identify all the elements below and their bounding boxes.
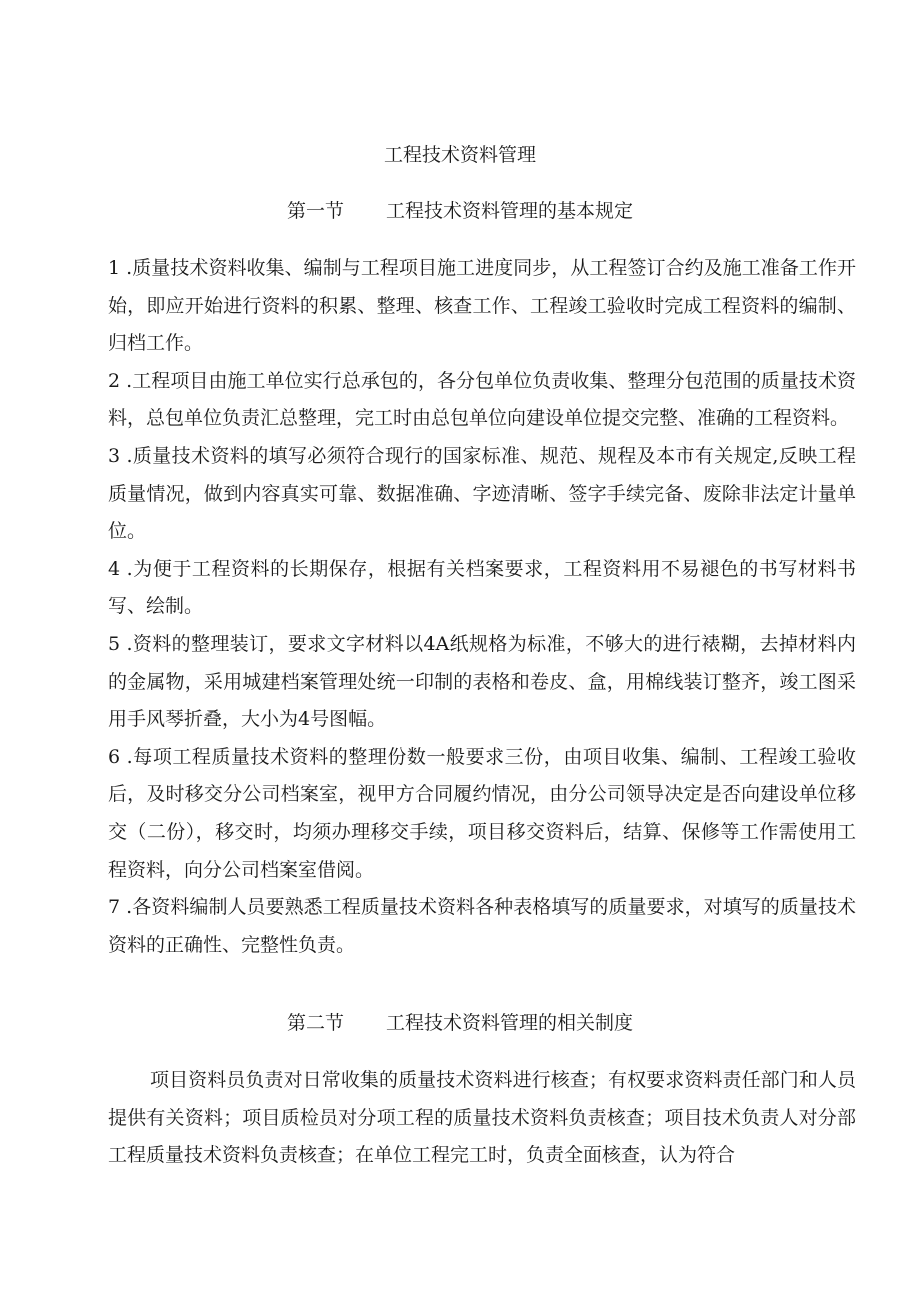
rule-number: 4 . [108, 557, 133, 580]
document-title: 工程技术资料管理 [383, 144, 536, 166]
section-1-title: 工程技术资料管理的基本规定 [386, 200, 634, 222]
section-1-heading [0, 196, 920, 226]
section-2-paragraph: 项目资料员负责对日常收集的质量技术资料进行核查；有权要求资料责任部门和人员提供有关资料；项目质检员对分项工程的质量技术资料负责核查；项目技术负责人对分部工程质量技术资料负责核查；在单位工程完工时，负责全面核查，认为符合 [108, 1069, 856, 1167]
section-1-number: 第一节 [286, 200, 344, 222]
rule-text: 质量技术资料的填写必须符合现行的国家标准、规范、规程及本市有关规定,反映工程质量情况，做到内容真实可靠、数据准确、字迹清晰、签字手续完备、废除非法定计量单位。 [108, 444, 856, 543]
section-2-heading [0, 1008, 920, 1038]
rule-number: 2 . [108, 369, 133, 392]
rule-text: 质量技术资料收集、编制与工程项目施工进度同步，从工程签订合约及施工准备工作开始，即应开始进行资料的积累、整理、核查工作、工程竣工验收时完成工程资料的编制、归档工作。 [108, 257, 856, 355]
rule-text: 资料的整理装订，要求文字材料以4A纸规格为标准，不够大的进行裱糊，去掉材料内的金属物，采用城建档案管理处统一印制的表格和卷皮、盒，用棉线装订整齐，竣工图采用手风琴折叠，大小为4号图幅。 [108, 632, 857, 731]
rule-number: 1 . [108, 257, 133, 279]
rule-number: 7 . [108, 896, 133, 919]
section-2-number: 第二节 [286, 1012, 344, 1034]
rule-number: 6 . [108, 745, 133, 768]
section-2-title: 工程技术资料管理的相关制度 [386, 1012, 634, 1034]
section-1-rules [108, 250, 856, 964]
rule-item-5 [108, 626, 856, 739]
rule-item-6 [108, 739, 856, 889]
rule-number: 5 . [108, 632, 133, 655]
rule-item-1 [108, 250, 856, 363]
rule-text: 各资料编制人员要熟悉工程质量技术资料各种表格填写的质量要求，对填写的质量技术资料的正确性、完整性负责。 [108, 896, 856, 956]
rule-number: 3 . [108, 444, 133, 467]
rule-item-2 [108, 363, 856, 438]
rule-text: 工程项目由施工单位实行总承包的，各分包单位负责收集、整理分包范围的质量技术资料，总包单位负责汇总整理，完工时由总包单位向建设单位提交完整、准确的工程资料。 [108, 369, 856, 430]
rule-item-3 [108, 438, 856, 551]
rule-text: 每项工程质量技术资料的整理份数一般要求三份，由项目收集、编制、工程竣工验收后，及时移交分公司档案室，视甲方合同履约情况，由分公司领导决定是否向建设单位移交（二份），移交时，均须办理移交手续，项目移交资料后，结算、保修等工作需使用工程资料，向分公司档案室借阅。 [108, 745, 856, 881]
rule-item-4 [108, 551, 856, 626]
section-2-body [108, 1062, 856, 1175]
rule-text: 为便于工程资料的长期保存，根据有关档案要求，工程资料用不易褪色的书写材料书写、绘制。 [108, 557, 856, 618]
rule-item-7 [108, 889, 856, 964]
